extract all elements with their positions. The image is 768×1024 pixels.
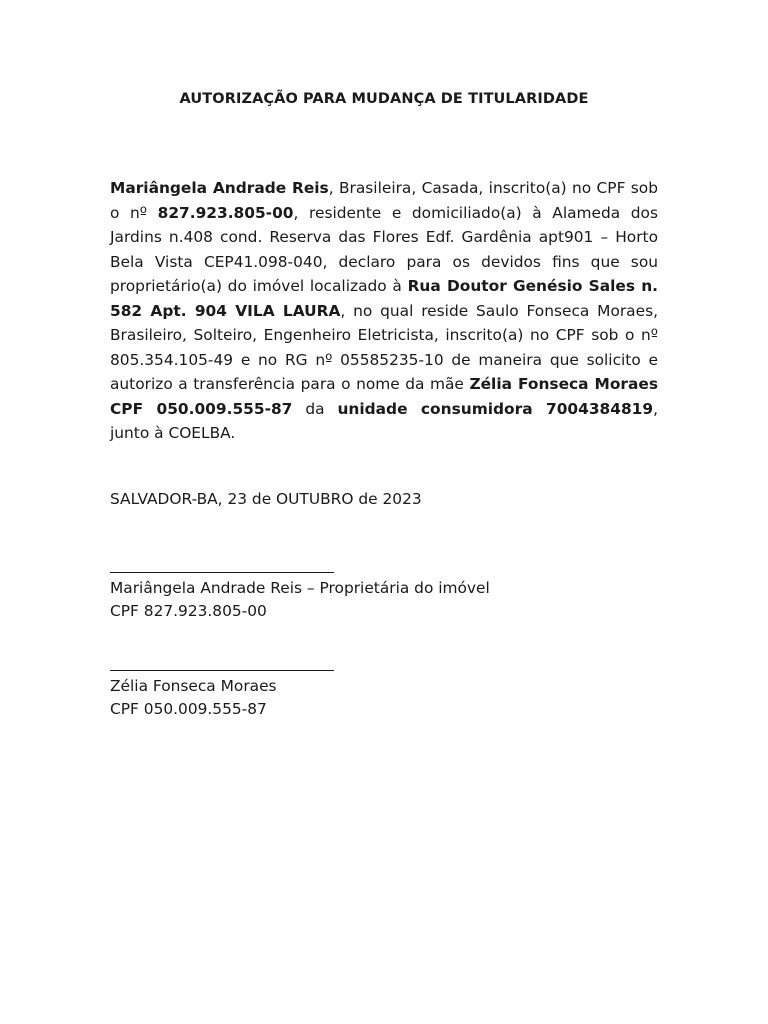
paragraph-text-5: , junto à COELBA. [110,399,658,442]
paragraph-text-2: , residente e domiciliado(a) à Alameda dos Jardins n.408 cond. Reserva das Flores Edf. Gardênia apt901 – Horto Bela Vista CEP41.098-040, declaro para os devidos fins que sou proprietário(a) do imóvel localizado à [110,203,658,295]
consumer-unit: unidade consumidora 7004384819 [337,399,654,418]
date-line: SALVADOR-BA, 23 de OUTUBRO de 2023 [110,490,422,508]
owner-signature-block [110,572,490,623]
owner-name: Mariângela Andrade Reis [110,179,329,197]
owner-cpf: 827.923.805-00 [157,203,294,222]
new-holder-signature-block [110,670,334,721]
signature-line [110,670,334,671]
paragraph-text-3: , no qual reside Saulo Fonseca Moraes, Brasileiro, Solteiro, Engenheiro Eletricista, inscrito(a) no CPF sob o nº 805.354.105-49 e no RG nº 05585235-10 de maneira que solicito e autorizo a transferência para o nome da mãe [110,301,658,393]
signature-line [110,572,334,573]
document-title: AUTORIZAÇÃO PARA MUDANÇA DE TITULARIDADE [179,91,589,107]
paragraph-text-1: , Brasileira, Casada, inscrito(a) no CPF sob o nº [110,179,658,222]
signature-cpf: CPF 827.923.805-00 [110,602,267,620]
signature-name: Mariângela Andrade Reis – Proprietária do imóvel [110,579,490,597]
signature-name: Zélia Fonseca Moraes [110,677,277,695]
property-address: Rua Doutor Genésio Sales n. 582 Apt. 904 VILA LAURA [110,277,658,320]
paragraph-text-4: da [292,399,338,418]
new-holder: Zélia Fonseca Moraes CPF 050.009.555-87 [110,375,658,418]
authorization-paragraph [110,176,658,446]
signature-cpf: CPF 050.009.555-87 [110,700,267,718]
